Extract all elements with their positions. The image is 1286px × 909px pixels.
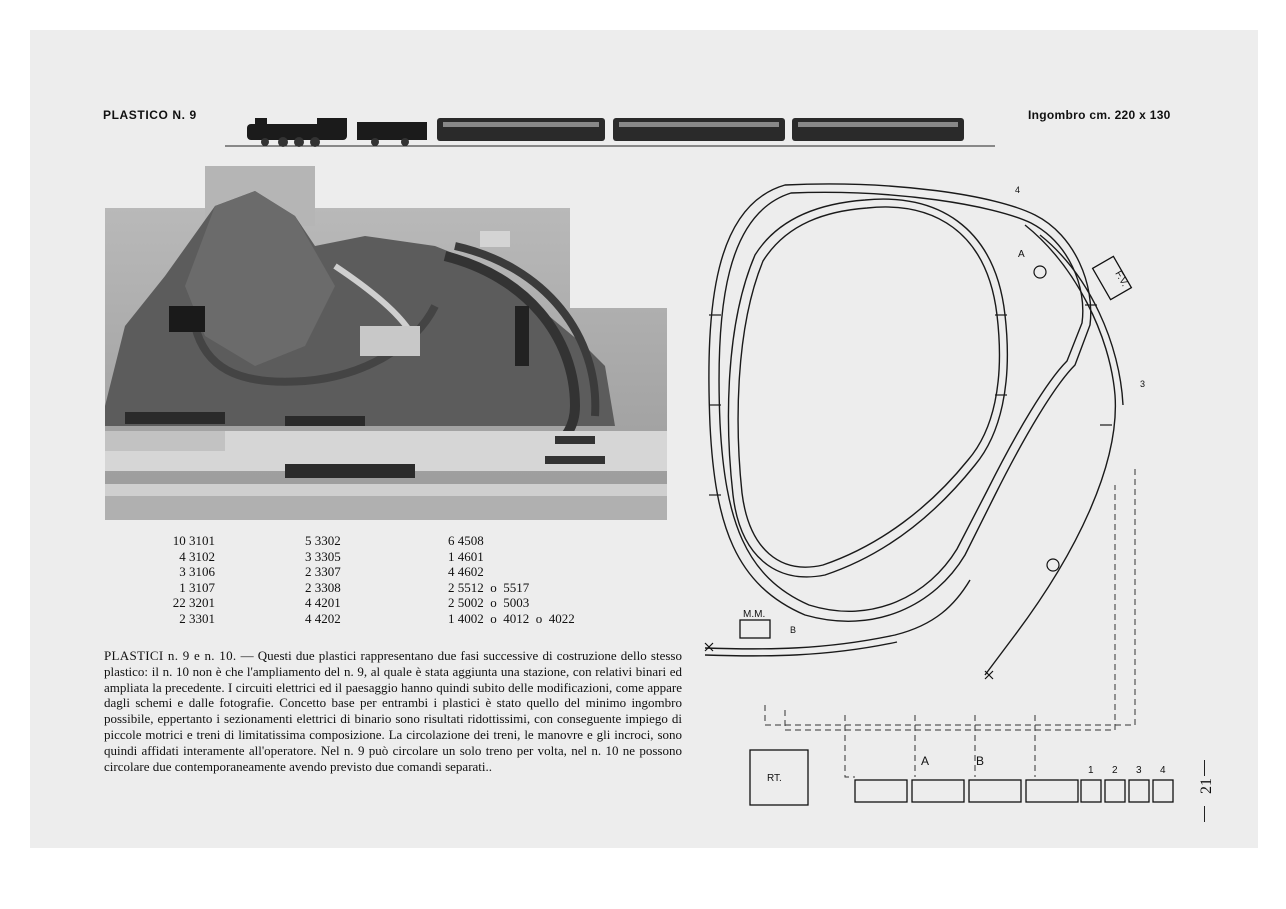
section-b-label: B (976, 754, 985, 768)
coach-icon (792, 118, 964, 141)
rt-label: RT. (767, 773, 782, 784)
part-entry: 2 3301 (179, 610, 215, 626)
part-entry: 5 3302 (305, 533, 341, 548)
part-entry: 10 3101 (172, 533, 215, 548)
part-entry: 6 4508 (448, 533, 484, 548)
parts-column-3 (448, 533, 575, 627)
track-diagram (695, 165, 1215, 815)
section-a-label: A (921, 754, 930, 768)
page-number-rule (1204, 806, 1205, 822)
part-entry: 2 3307 (305, 564, 341, 580)
part-entry: 3 3305 (305, 548, 341, 564)
locomotive-icon (247, 118, 427, 147)
coach-icon (613, 118, 785, 141)
page-number-rule (1204, 760, 1205, 776)
description-lead: PLASTICI n. 9 e n. 10. (104, 648, 237, 663)
part-entry: 4 3102 (179, 548, 215, 564)
part-entry: 2 5002 o 5003 (448, 595, 530, 611)
description-body: — Questi due plastici rappresentano due fasi successive di costruzione dello stesso plastico: il n. 10 non è che l'ampliamento del n. 9, al quale è stata aggiunta una stazione, con relativi binari ed ampliata la precedente. I circuiti elettrici ed il paesaggio hanno quindi subito delle modificazioni, come appare dagli schemi e dalle fotografie. Concetto base per entrambi i plastici è stato quello del minimo ingombro possibile, eppertanto i sezionamenti elettrici di binario sono risultati ridottissimi, con conseguente impiego di piccole motrici e treni di limitatissima composizione. La circolazione dei treni, le manovre e gli incroci, sono quindi affidati interamente all'operatore. Nel n. 9 può circolare un solo treno per volta, nel n. 10 ne possono circolare due contemporaneamente avendo previsto due comandi separati.. (104, 648, 682, 774)
parts-column-1 (150, 533, 215, 627)
part-entry: 3 3106 (179, 564, 215, 580)
signal-a-label: A (1018, 249, 1025, 260)
switch-4-label: 4 (1160, 765, 1166, 776)
fv-label: F.V. (1112, 269, 1131, 289)
layout-dimensions: Ingombro cm. 220 x 130 (1028, 108, 1171, 122)
feeder-4-label: 4 (1015, 185, 1021, 195)
part-entry: 1 4002 o 4012 o 4022 (448, 610, 575, 626)
feeder-3-label: 3 (1140, 379, 1146, 389)
part-entry: 4 4602 (448, 564, 484, 580)
switch-1-label: 1 (1088, 765, 1094, 776)
parts-column-2 (305, 533, 341, 627)
signal-b-label: B (790, 625, 797, 635)
switch-3-label: 3 (1136, 765, 1142, 776)
part-entry: 2 5512 o 5517 (448, 579, 530, 595)
part-entry: 1 3107 (179, 579, 215, 595)
train-illustration (225, 112, 1000, 152)
switch-2-label: 2 (1112, 765, 1118, 776)
part-entry: 22 3201 (172, 595, 215, 611)
layout-photograph (105, 166, 667, 520)
coach-icon (437, 118, 605, 141)
part-entry: 1 4601 (448, 548, 484, 564)
mm-label: M.M. (743, 609, 766, 620)
part-entry: 4 4202 (305, 610, 341, 626)
page-number: 21 (1198, 778, 1215, 794)
description-paragraph (104, 648, 682, 774)
plate-title: PLASTICO N. 9 (103, 108, 197, 122)
part-entry: 4 4201 (305, 595, 341, 611)
part-entry: 2 3308 (305, 579, 341, 595)
